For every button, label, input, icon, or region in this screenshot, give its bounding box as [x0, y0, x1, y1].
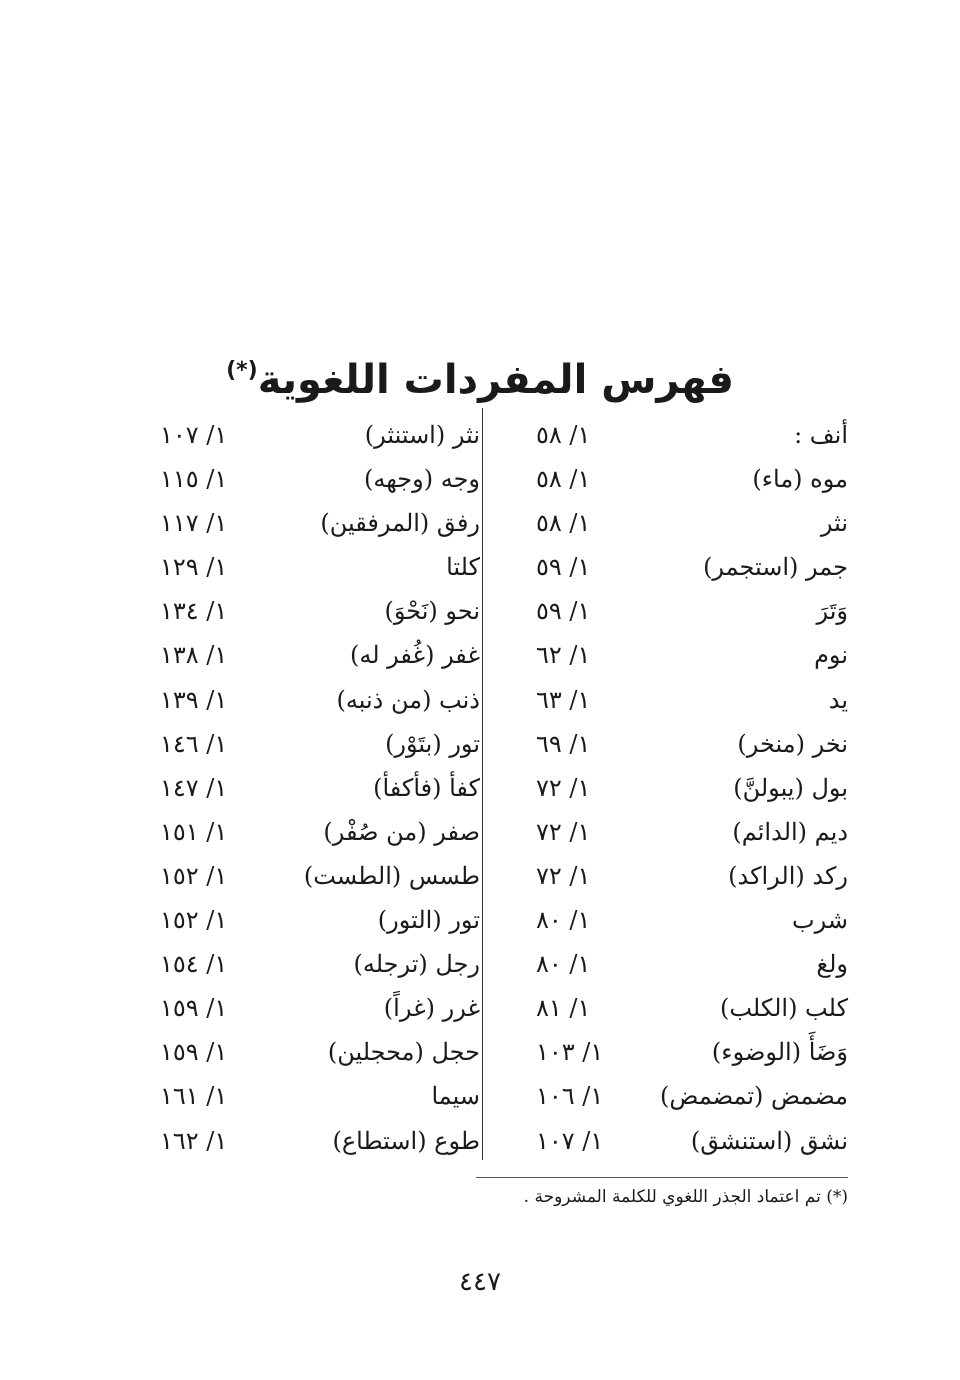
entry-word: تور (بتَوْر) [385, 729, 480, 758]
index-entry [150, 766, 480, 810]
entry-page-reference: ١/ ٧٢ [536, 861, 591, 890]
entry-page-reference: ١/ ١٠٧ [536, 1126, 604, 1155]
index-entry [150, 413, 480, 457]
index-entry [488, 1119, 848, 1163]
index-entry [150, 545, 480, 589]
entry-word: سيما [431, 1082, 480, 1111]
entry-word: ذنب (من ذنبه) [336, 685, 480, 714]
entry-word: وَتَرَ [816, 597, 848, 626]
entry-page-reference: ١/ ٧٢ [536, 817, 591, 846]
entry-page-reference: ١/ ١٢٩ [160, 553, 228, 582]
entry-word: غرر (غراً) [383, 994, 480, 1023]
index-entry [150, 678, 480, 722]
entry-word: نحو (نَحْوَ) [384, 597, 480, 626]
entry-page-reference: ١/ ٦٣ [536, 685, 591, 714]
entry-page-reference: ١/ ٥٩ [536, 553, 591, 582]
entry-page-reference: ١/ ١٥٩ [160, 994, 228, 1023]
entry-word: نوم [814, 641, 848, 670]
entry-page-reference: ١/ ١٥٤ [160, 950, 228, 979]
entry-page-reference: ١/ ١٤٧ [160, 773, 228, 802]
entry-page-reference: ١/ ١١٧ [160, 509, 228, 538]
index-entry [150, 633, 480, 677]
entry-word: نثر [820, 509, 848, 538]
entry-page-reference: ١/ ١٠٧ [160, 421, 228, 449]
entry-page-reference: ١/ ١٥٩ [160, 1038, 228, 1067]
page-title [0, 343, 960, 408]
entry-word: ولغ [816, 950, 848, 979]
entry-word: نشق (استنشق) [690, 1126, 848, 1155]
entry-page-reference: ١/ ٨١ [536, 994, 591, 1023]
index-entry [488, 810, 848, 854]
entry-page-reference: ١/ ١٦٢ [160, 1126, 228, 1155]
entry-word: ديم (الدائم) [732, 817, 848, 846]
entry-page-reference: ١/ ٨٠ [536, 950, 591, 979]
index-entry [150, 501, 480, 545]
entry-word: يد [828, 685, 848, 714]
index-column-left [150, 413, 480, 1173]
index-entry [488, 854, 848, 898]
entry-page-reference: ١/ ١٠٣ [536, 1038, 604, 1067]
index-entry [488, 413, 848, 457]
index-column-right [488, 413, 848, 1173]
entry-page-reference: ١/ ٦٢ [536, 641, 591, 670]
title-text: فهرس المفردات اللغوية [257, 357, 734, 403]
entry-word: وجه (وجهه) [363, 465, 480, 494]
entry-page-reference: ١/ ١٥٢ [160, 906, 228, 935]
footnote: (*) تم اعتماد الجذر اللغوي للكلمة المشروحة . [523, 1187, 848, 1207]
entry-word: نثر (استنثر) [364, 421, 480, 449]
index-entry [488, 457, 848, 501]
index-entry [150, 457, 480, 501]
entry-word: كلب (الكلب) [719, 994, 848, 1023]
column-divider [482, 408, 483, 1160]
entry-word: طسس (الطست) [303, 861, 480, 890]
entry-word: بول (يبولنَّ) [733, 773, 848, 802]
title-footnote-marker: (*) [226, 358, 258, 383]
entry-page-reference: ١/ ٧٢ [536, 773, 591, 802]
entry-page-reference: ١/ ٦٩ [536, 729, 591, 758]
entry-word: طوع (استطاع) [332, 1126, 480, 1155]
index-entry [488, 501, 848, 545]
entry-page-reference: ١/ ١٤٦ [160, 729, 228, 758]
entry-word: نخر (منخر) [737, 729, 848, 758]
index-entry [488, 1030, 848, 1074]
entry-page-reference: ١/ ١٠٦ [536, 1082, 604, 1111]
entry-page-reference: ١/ ٨٠ [536, 906, 591, 935]
footnote-separator [476, 1177, 848, 1178]
index-entry [150, 722, 480, 766]
entry-word: ركد (الراكد) [728, 861, 848, 890]
index-entry [150, 1074, 480, 1118]
index-entry [150, 1119, 480, 1163]
index-entry [488, 589, 848, 633]
entry-page-reference: ١/ ١١٥ [160, 465, 228, 494]
entry-page-reference: ١/ ١٣٩ [160, 685, 228, 714]
index-entry [488, 722, 848, 766]
entry-word: صفر (من صُفْر) [323, 817, 480, 846]
index-entry [488, 898, 848, 942]
index-entry [488, 1074, 848, 1118]
index-entry [150, 1030, 480, 1074]
entry-page-reference: ١/ ١٥١ [160, 817, 228, 846]
entry-page-reference: ١/ ١٣٤ [160, 597, 228, 626]
index-entry [488, 678, 848, 722]
index-entry [488, 986, 848, 1030]
index-entry [150, 942, 480, 986]
index-entry [150, 589, 480, 633]
entry-page-reference: ١/ ١٣٨ [160, 641, 228, 670]
entry-word: شرب [792, 906, 848, 935]
entry-word: جمر (استجمر) [703, 553, 848, 582]
index-entry [488, 633, 848, 677]
entry-page-reference: ١/ ٥٨ [536, 465, 591, 494]
index-entry [488, 766, 848, 810]
entry-word: موه (ماء) [752, 465, 848, 494]
entry-word: رجل (ترجله) [353, 950, 480, 979]
entry-word: رفق (المرفقين) [320, 509, 480, 538]
entry-word: حجل (محجلين) [327, 1038, 480, 1067]
entry-page-reference: ١/ ١٥٢ [160, 861, 228, 890]
entry-page-reference: ١/ ٥٨ [536, 421, 591, 449]
entry-word: وَضَأَ (الوضوء) [711, 1038, 848, 1067]
page-number: ٤٤٧ [459, 1267, 501, 1297]
index-entry [150, 898, 480, 942]
entry-word: أنف : [794, 421, 848, 449]
entry-page-reference: ١/ ١٦١ [160, 1082, 228, 1111]
entry-page-reference: ١/ ٥٩ [536, 597, 591, 626]
index-entry [150, 810, 480, 854]
entry-page-reference: ١/ ٥٨ [536, 509, 591, 538]
entry-word: مضمض (تمضمض) [660, 1082, 848, 1111]
entry-word: غفر (غُفر له) [349, 641, 480, 670]
index-entry [488, 942, 848, 986]
index-entry [488, 545, 848, 589]
entry-word: تور (التور) [377, 906, 480, 935]
entry-word: كلتا [446, 553, 480, 582]
index-entry [150, 854, 480, 898]
entry-word: كفأ (فأكفأ) [373, 773, 480, 802]
index-entry [150, 986, 480, 1030]
